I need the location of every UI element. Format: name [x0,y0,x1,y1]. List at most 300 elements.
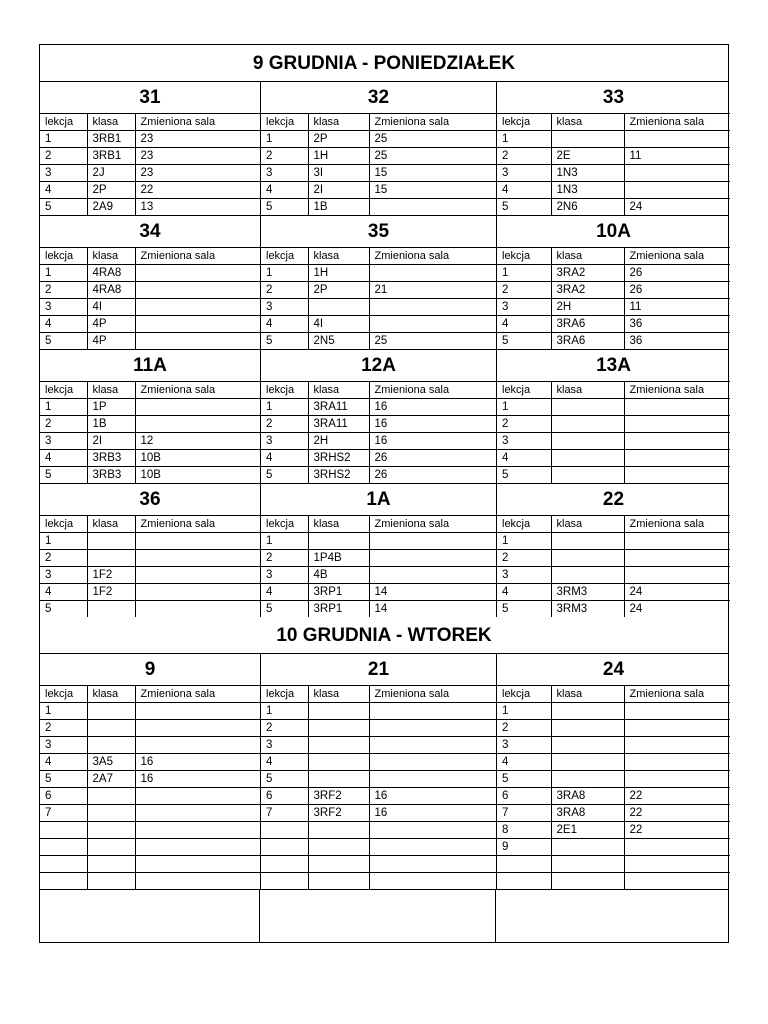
lesson-number-cell: 5 [497,601,551,618]
lesson-number-cell: 3 [40,737,87,754]
table-row [497,450,730,467]
table-row [497,416,730,433]
lesson-number-cell: 2 [40,148,87,165]
class-cell: 3RB3 [87,450,135,467]
lesson-number-cell: 4 [261,450,308,467]
zmieniona-sala-header: Zmieniona sala [135,114,261,131]
class-cell: 3RHS2 [308,467,369,484]
room-number: 36 [40,484,260,516]
room-cell [624,467,730,484]
room-cell: 21 [369,282,497,299]
room-block [40,654,261,889]
lesson-number-cell: 1 [40,399,87,416]
room-number: 34 [40,216,260,248]
class-cell: 1N3 [551,182,624,199]
room-block [497,350,730,483]
class-cell: 1H [308,265,369,282]
lesson-number-cell: 5 [40,199,87,216]
class-cell: 1F2 [87,584,135,601]
lesson-number-cell: 2 [40,550,87,567]
room-cell [135,265,261,282]
room-cell [369,822,497,839]
lesson-number-cell: 3 [40,165,87,182]
room-cell [624,433,730,450]
table-header-row [40,516,261,533]
table-row [497,703,730,720]
room-cell [369,199,497,216]
class-cell [308,754,369,771]
room-cell [369,567,497,584]
table-row [40,533,261,550]
lesson-number-cell: 3 [261,165,308,182]
klasa-header: klasa [551,382,624,399]
room-cell: 14 [374,603,388,615]
room-cell [369,839,497,856]
room-blocks-row [40,484,728,617]
table-header-row [261,248,497,265]
class-cell: 2A7 [87,771,135,788]
lesson-number-cell: 1 [261,265,308,282]
lesson-number-cell: 7 [261,805,308,822]
class-cell: 2N6 [551,199,624,216]
table-row [40,316,261,333]
room-block [497,216,730,349]
class-cell: 3RA2 [551,265,624,282]
class-cell [551,533,624,550]
klasa-header: klasa [87,686,135,703]
lesson-number-cell: 1 [40,265,87,282]
lesson-number-cell [261,839,308,856]
room-number: 11A [40,350,260,382]
room-cell [135,720,261,737]
room-cell: 16 [369,416,497,433]
lesson-table [497,382,730,483]
lekcja-header: lekcja [497,248,551,265]
lesson-number-cell: 2 [40,282,87,299]
lekcja-header: lekcja [497,516,551,533]
lesson-table [40,114,261,215]
lesson-number-cell: 2 [261,282,308,299]
lesson-number-cell: 1 [497,703,551,720]
lesson-number-cell: 5 [497,333,551,350]
room-cell: 11 [624,299,730,316]
klasa-header: klasa [551,248,624,265]
lesson-number-cell: 5 [261,771,308,788]
class-cell: 1H [308,148,369,165]
table-row [497,131,730,148]
table-row [497,265,730,282]
table-row [261,771,497,788]
table-row [261,550,497,567]
lesson-number-cell: 1 [40,703,87,720]
lesson-number-cell: 3 [261,737,308,754]
table-header-row [40,248,261,265]
table-header-row [40,382,261,399]
table-header-row [497,114,730,131]
lesson-table [497,114,730,215]
class-cell [551,467,624,484]
lesson-number-cell: 5 [261,467,308,484]
table-row [261,720,497,737]
klasa-header: klasa [87,248,135,265]
klasa-header: klasa [87,114,135,131]
room-cell [624,416,730,433]
room-cell: 26 [374,469,388,481]
lesson-number-cell: 4 [261,182,308,199]
lesson-number-cell: 5 [40,333,87,350]
room-cell [135,533,261,550]
class-cell: 2E [551,148,624,165]
table-row [40,282,261,299]
empty-cell [496,890,728,942]
klasa-header: klasa [308,686,369,703]
lesson-number-cell: 1 [497,533,551,550]
room-block [497,654,730,889]
klasa-header: klasa [308,114,369,131]
table-row [40,399,261,416]
empty-footer-row [40,889,728,942]
room-cell [624,131,730,148]
class-cell: 2I [87,433,135,450]
table-row [40,333,261,350]
lekcja-header: lekcja [40,686,87,703]
class-cell: 4I [87,299,135,316]
room-number: 21 [261,654,496,686]
room-cell: 16 [135,771,261,788]
lesson-table [261,516,497,617]
lesson-number-cell: 4 [40,316,87,333]
class-cell [551,839,624,856]
table-row [497,550,730,567]
class-cell [551,433,624,450]
table-row [497,199,730,216]
table-row [497,856,730,873]
room-block [261,484,497,617]
lesson-number-cell: 4 [40,450,87,467]
room-cell: 26 [624,282,730,299]
table-row [40,754,261,771]
klasa-header: klasa [87,382,135,399]
table-row [497,822,730,839]
table-row [261,601,497,618]
table-header-row [497,516,730,533]
lekcja-header: lekcja [261,516,308,533]
class-cell: 2H [308,433,369,450]
table-row [40,299,261,316]
class-cell: 3RA11 [308,399,369,416]
table-row [497,788,730,805]
room-cell [369,550,497,567]
lesson-number-cell: 2 [261,550,308,567]
room-block [40,216,261,349]
class-cell: 2I [308,182,369,199]
class-cell [551,416,624,433]
table-row [40,737,261,754]
class-cell [551,771,624,788]
lesson-number-cell: 3 [261,433,308,450]
room-cell [135,299,261,316]
class-cell [308,856,369,873]
lesson-number-cell: 1 [261,703,308,720]
class-cell [87,805,135,822]
table-header-row [497,686,730,703]
table-row [497,805,730,822]
table-row [40,805,261,822]
class-cell: 2P [87,182,135,199]
lesson-number-cell: 5 [40,771,87,788]
lesson-number-cell: 9 [497,839,551,856]
table-row [497,737,730,754]
lesson-number-cell: 1 [261,533,308,550]
room-cell [624,839,730,856]
class-cell [308,839,369,856]
lesson-number-cell: 2 [497,282,551,299]
room-cell [135,316,261,333]
table-row [261,399,497,416]
lesson-number-cell [261,856,308,873]
lesson-number-cell: 5 [261,199,308,216]
lesson-table [40,516,261,617]
room-block [497,484,730,617]
class-cell [87,703,135,720]
table-row [497,148,730,165]
room-number: 1A [261,484,496,516]
table-row [261,199,497,216]
class-cell: 3RM3 [551,584,624,601]
class-cell: 2H [551,299,624,316]
table-row [497,182,730,199]
class-cell [308,720,369,737]
class-cell: 3RP1 [308,584,369,601]
lesson-number-cell: 3 [40,299,87,316]
klasa-header: klasa [551,516,624,533]
lesson-number-cell [497,856,551,873]
class-cell: 3RB1 [87,131,135,148]
room-cell [369,873,497,890]
schedule-sheet [39,44,729,943]
table-row [40,131,261,148]
table-row [40,550,261,567]
lesson-number-cell: 5 [261,601,308,618]
table-row [261,182,497,199]
room-cell: 25 [374,335,388,347]
room-cell [624,720,730,737]
room-cell [369,265,497,282]
lesson-table [497,516,730,617]
lekcja-header: lekcja [40,516,87,533]
lesson-number-cell: 1 [261,399,308,416]
table-row [261,737,497,754]
table-row [497,584,730,601]
lesson-table [497,686,730,889]
table-row [40,199,261,216]
room-cell [135,873,261,890]
room-number: 24 [497,654,730,686]
table-row [40,703,261,720]
lesson-number-cell: 3 [40,567,87,584]
lesson-number-cell: 4 [261,316,308,333]
class-cell: 1P4B [308,550,369,567]
lekcja-header: lekcja [497,114,551,131]
table-row [497,533,730,550]
class-cell [87,822,135,839]
zmieniona-sala-header: Zmieniona sala [369,686,497,703]
room-cell [624,550,730,567]
table-row [261,873,497,890]
lesson-number-cell [40,873,87,890]
lesson-number-cell: 2 [40,416,87,433]
klasa-header: klasa [308,248,369,265]
table-row [40,822,261,839]
class-cell [87,737,135,754]
table-row [40,873,261,890]
class-cell: 3A5 [87,754,135,771]
lesson-number-cell [261,873,308,890]
class-cell [87,720,135,737]
lesson-number-cell: 2 [40,720,87,737]
table-row [261,805,497,822]
room-cell: 16 [135,754,261,771]
zmieniona-sala-header: Zmieniona sala [135,516,261,533]
room-cell: 36 [624,316,730,333]
table-row [40,165,261,182]
room-cell: 24 [629,603,643,615]
class-cell: 1P [87,399,135,416]
room-blocks-row [40,654,728,889]
table-row [40,182,261,199]
table-row [261,282,497,299]
zmieniona-sala-header: Zmieniona sala [369,382,497,399]
lesson-number-cell: 3 [497,433,551,450]
lesson-number-cell: 4 [497,182,551,199]
table-row [40,584,261,601]
class-cell [308,703,369,720]
room-cell [135,839,261,856]
room-cell [624,567,730,584]
table-row [497,771,730,788]
room-cell [624,399,730,416]
lesson-number-cell: 5 [497,199,551,216]
room-cell [624,856,730,873]
empty-cell [260,890,495,942]
lesson-number-cell: 3 [261,567,308,584]
table-row [40,601,261,618]
lesson-table [40,686,261,889]
lesson-number-cell: 2 [261,148,308,165]
class-cell: 2N5 [308,333,369,350]
class-cell: 4RA8 [87,265,135,282]
lesson-number-cell: 2 [497,720,551,737]
room-cell: 12 [135,433,261,450]
table-row [261,265,497,282]
room-cell [369,533,497,550]
lesson-number-cell: 4 [261,754,308,771]
table-row [261,856,497,873]
class-cell [87,788,135,805]
table-row [40,788,261,805]
table-row [40,148,261,165]
zmieniona-sala-header: Zmieniona sala [135,686,261,703]
room-number: 13A [497,350,730,382]
room-cell: 22 [135,182,261,199]
lesson-number-cell [40,856,87,873]
class-cell [308,822,369,839]
zmieniona-sala-header: Zmieniona sala [135,382,261,399]
table-row [497,433,730,450]
class-cell: 3RA6 [551,316,624,333]
lesson-table [497,248,730,349]
lesson-number-cell: 6 [40,788,87,805]
room-cell [624,182,730,199]
lesson-number-cell: 5 [40,601,87,618]
lesson-number-cell: 4 [497,450,551,467]
room-block [40,350,261,483]
lesson-number-cell [497,873,551,890]
table-row [261,165,497,182]
class-cell [87,533,135,550]
room-cell [624,873,730,890]
room-cell: 26 [369,450,497,467]
table-row [497,873,730,890]
table-header-row [261,516,497,533]
zmieniona-sala-header: Zmieniona sala [135,248,261,265]
room-cell: 24 [629,201,643,213]
lesson-number-cell: 2 [497,148,551,165]
room-number: 12A [261,350,496,382]
room-cell [135,282,261,299]
room-cell: 16 [369,805,497,822]
table-row [261,131,497,148]
room-number: 33 [497,82,730,114]
class-cell [308,873,369,890]
class-cell: 3RF2 [308,788,369,805]
room-cell [135,416,261,433]
room-cell: 16 [369,399,497,416]
klasa-header: klasa [308,382,369,399]
class-cell: 3RB3 [87,467,135,484]
table-header-row [261,686,497,703]
class-cell: 4I [308,316,369,333]
class-cell: 3RA11 [308,416,369,433]
room-block [40,484,261,617]
table-row [261,839,497,856]
klasa-header: klasa [551,114,624,131]
table-row [261,584,497,601]
lesson-table [261,382,497,483]
room-cell [135,703,261,720]
lesson-number-cell [40,822,87,839]
lesson-number-cell: 6 [261,788,308,805]
class-cell: 3RA8 [551,805,624,822]
lesson-number-cell: 3 [497,737,551,754]
lesson-number-cell: 6 [497,788,551,805]
lesson-number-cell: 4 [497,584,551,601]
table-row [40,720,261,737]
room-cell: 23 [135,165,261,182]
lekcja-header: lekcja [40,382,87,399]
lesson-table [261,686,497,889]
table-row [261,299,497,316]
room-cell [135,822,261,839]
table-row [261,316,497,333]
room-cell [369,737,497,754]
room-blocks-row [40,82,728,216]
class-cell [551,399,624,416]
room-block [497,82,730,215]
room-cell [135,567,261,584]
lesson-number-cell: 1 [497,265,551,282]
room-cell [624,165,730,182]
